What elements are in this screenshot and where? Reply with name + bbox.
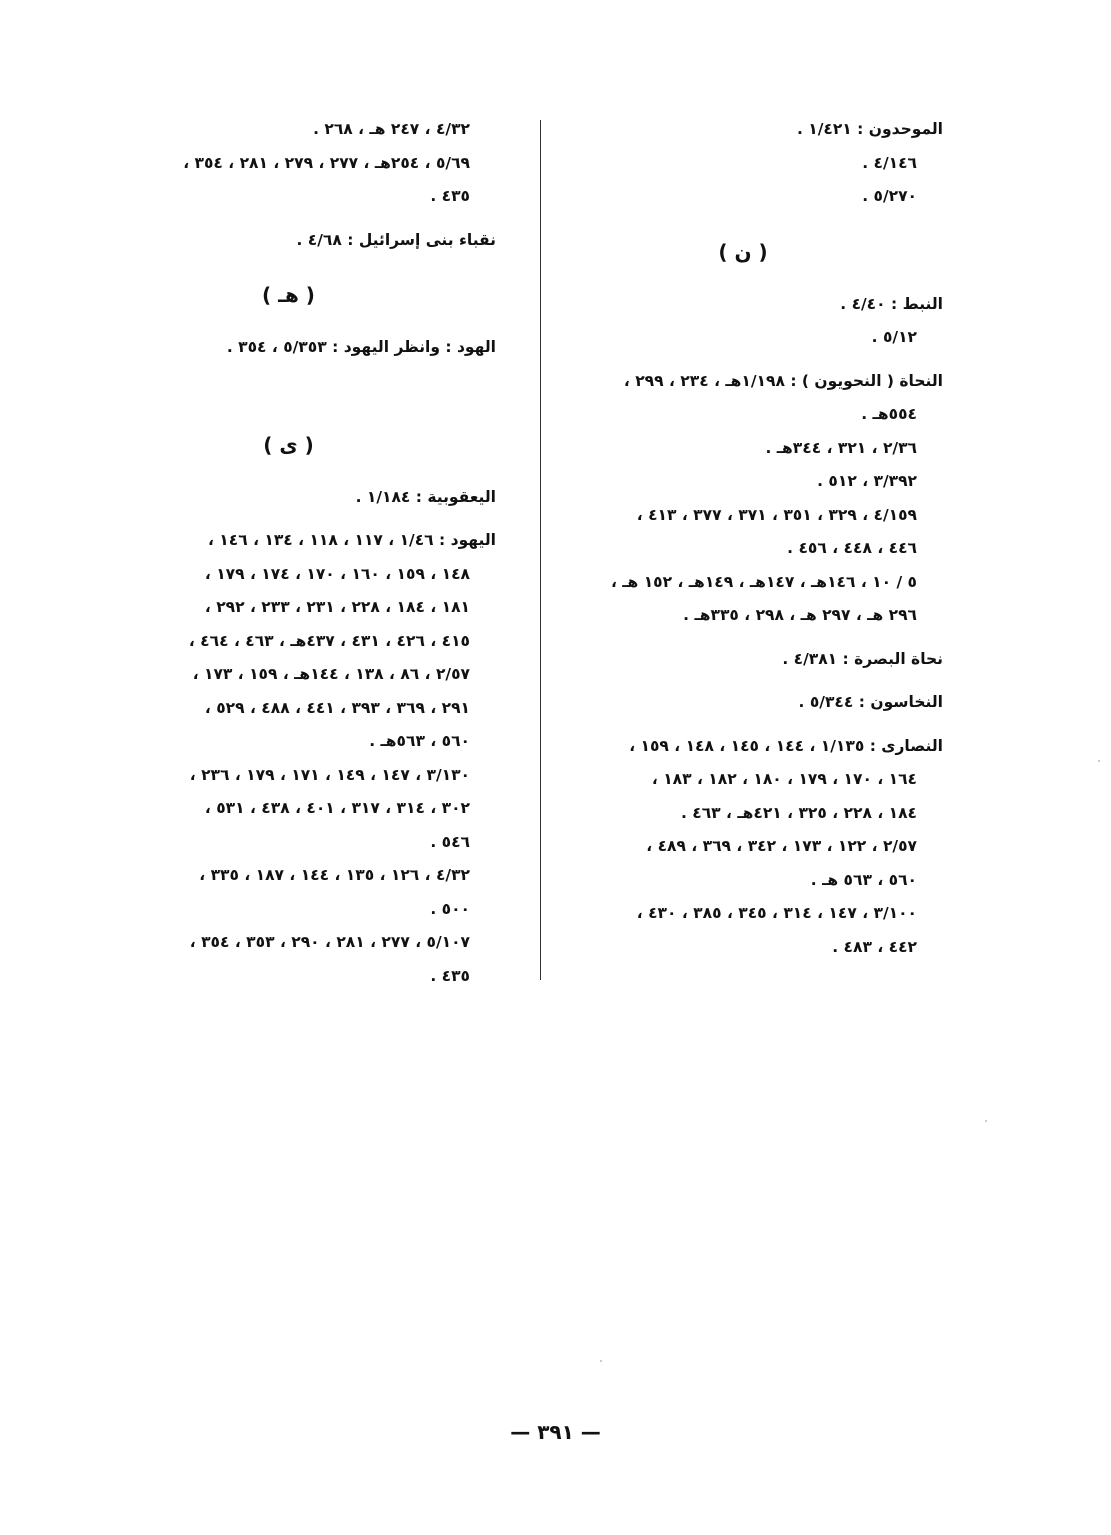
entry-line: ٤٤٢ ، ٤٨٣ . xyxy=(832,937,917,956)
entry-nasara xyxy=(543,730,943,965)
entry-line: ٥ / ١٠ ، ١٤٦هـ ، ١٤٧هـ ، ١٤٩هـ ، ١٥٢ هـ ، xyxy=(610,572,917,591)
entry-line: ٥٥٤هـ . xyxy=(861,405,917,423)
entry-line: ٢٩١ ، ٣٦٩ ، ٣٩٣ ، ٤٤١ ، ٤٨٨ ، ٥٢٩ ، xyxy=(204,698,470,717)
scan-speck xyxy=(1098,760,1100,762)
entry-hud xyxy=(81,331,496,365)
entry-line: ٥/٢٧٠ . xyxy=(862,187,917,205)
entry-line: النصارى : ١/١٣٥ ، ١٤٤ ، ١٤٥ ، ١٤٨ ، ١٥٩ ، xyxy=(629,736,943,755)
entry-line: اليعقوبية : ١/١٨٤ . xyxy=(355,487,496,506)
entry-line: ٢/٥٧ ، ٨٦ ، ١٣٨ ، ١٤٤هـ ، ١٥٩ ، ١٧٣ ، xyxy=(192,665,470,683)
entry-line: ٤٣٥ . xyxy=(430,187,470,205)
entry-line: ٣٠٢ ، ٣١٤ ، ٣١٧ ، ٤٠١ ، ٤٣٨ ، ٥٣١ ، xyxy=(204,799,470,817)
entry-line: ٥٦٠ ، ٥٦٣ هـ . xyxy=(810,870,917,889)
scan-speck xyxy=(600,1360,602,1362)
entry-line: اليهود : ١/٤٦ ، ١١٧ ، ١١٨ ، ١٣٤ ، ١٤٦ ، xyxy=(207,531,496,549)
column-divider xyxy=(540,120,541,980)
entry-line: الهود : وانظر اليهود : ٥/٣٥٣ ، ٣٥٤ . xyxy=(226,338,496,356)
right-column xyxy=(543,113,943,974)
entry-line: ٤/٣٢ ، ١٢٦ ، ١٣٥ ، ١٤٤ ، ١٨٧ ، ٣٣٥ ، xyxy=(199,866,470,884)
entry-line: الموحدون : ١/٤٢١ . xyxy=(796,120,943,138)
section-header-ya: ( ى ) xyxy=(263,432,314,457)
entry-line: ١٨٤ ، ٢٢٨ ، ٣٢٥ ، ٤٢١هـ ، ٤٦٣ . xyxy=(680,803,917,822)
entry-line: ٣/١٠٠ ، ١٤٧ ، ٣١٤ ، ٣٤٥ ، ٣٨٥ ، ٤٣٠ ، xyxy=(636,904,917,922)
entry-line: ٥/١٠٧ ، ٢٧٧ ، ٢٨١ ، ٢٩٠ ، ٣٥٣ ، ٣٥٤ ، xyxy=(189,933,470,951)
entry-yaqubiyya xyxy=(81,481,496,515)
left-column xyxy=(81,113,496,1003)
entry-line: النبط : ٤/٤٠ . xyxy=(840,294,943,313)
entry-line: النحاة ( النحويون ) : ١/١٩٨هـ ، ٢٣٤ ، ٢٩٩ ، xyxy=(623,371,943,390)
entry-line: ٥/١٢ . xyxy=(871,328,917,346)
entry-line: ٢/٣٦ ، ٣٢١ ، ٣٤٤هـ . xyxy=(765,438,917,457)
entry-line: نحاة البصرة : ٤/٣٨١ . xyxy=(782,649,943,668)
entry-line: ٤٣٥ . xyxy=(430,966,470,985)
entry-nuhat xyxy=(543,365,943,633)
entry-line: ٤/٣٢ ، ٢٤٧ هـ ، ٢٦٨ . xyxy=(313,120,470,138)
page-number: — ٣٩١ — xyxy=(510,1420,601,1444)
entry-nabat xyxy=(543,288,943,355)
entry-line: النخاسون : ٥/٣٤٤ . xyxy=(798,693,943,711)
entry-nuhat-basra xyxy=(543,643,943,677)
entry-line: ٥٤٦ . xyxy=(430,832,470,851)
entry-line: ١٦٤ ، ١٧٠ ، ١٧٩ ، ١٨٠ ، ١٨٢ ، ١٨٣ ، xyxy=(651,770,917,788)
scan-speck xyxy=(985,1120,987,1122)
entry-continuation xyxy=(81,113,496,214)
entry-line: ٣/١٣٠ ، ١٤٧ ، ١٤٩ ، ١٧١ ، ١٧٩ ، ٢٣٦ ، xyxy=(189,765,470,784)
entry-line: ٤٤٦ ، ٤٤٨ ، ٤٥٦ . xyxy=(787,539,917,557)
entry-line: ٥٠٠ . xyxy=(430,899,470,918)
section-header-ha: ( هـ ) xyxy=(262,283,315,307)
entry-yahud xyxy=(81,524,496,993)
entry-muwahhidun xyxy=(543,113,943,214)
entry-line: ١٨١ ، ١٨٤ ، ٢٢٨ ، ٢٣١ ، ٢٣٣ ، ٢٩٢ ، xyxy=(204,598,470,616)
entry-line: نقباء بنى إسرائيل : ٤/٦٨ . xyxy=(296,230,496,249)
entry-line: ٥/٦٩ ، ٢٥٤هـ ، ٢٧٧ ، ٢٧٩ ، ٢٨١ ، ٣٥٤ ، xyxy=(183,153,470,172)
entry-line: ٢/٥٧ ، ١٢٢ ، ١٧٣ ، ٣٤٢ ، ٣٦٩ ، ٤٨٩ ، xyxy=(646,837,917,855)
entry-line: ٤/١٥٩ ، ٣٢٩ ، ٣٥١ ، ٣٧١ ، ٣٧٧ ، ٤١٣ ، xyxy=(636,505,917,524)
entry-line: ٢٩٦ هـ ، ٢٩٧ هـ ، ٢٩٨ ، ٣٣٥هـ . xyxy=(683,606,917,624)
entry-line: ٤١٥ ، ٤٢٦ ، ٤٣١ ، ٤٣٧هـ ، ٤٦٣ ، ٤٦٤ ، xyxy=(188,631,470,650)
entry-line: ١٤٨ ، ١٥٩ ، ١٦٠ ، ١٧٠ ، ١٧٤ ، ١٧٩ ، xyxy=(204,564,470,583)
entry-nuqaba xyxy=(81,224,496,258)
entry-line: ٤/١٤٦ . xyxy=(862,153,917,172)
section-header-nun: ( ن ) xyxy=(718,239,768,264)
entry-line: ٣/٣٩٢ ، ٥١٢ . xyxy=(817,472,917,490)
entry-nakhkhasun xyxy=(543,686,943,720)
entry-line: ٥٦٠ ، ٥٦٣هـ . xyxy=(369,732,470,750)
